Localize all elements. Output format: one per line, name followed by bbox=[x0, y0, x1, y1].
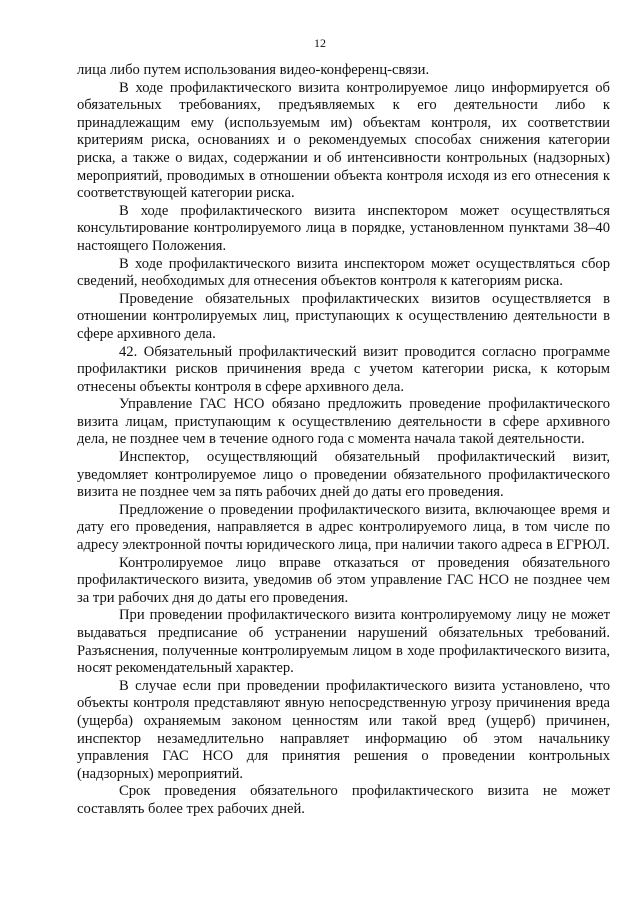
paragraph: Инспектор, осуществляющий обязательный профилактический визит, уведомляет контролируемое лицо о проведении обязательного профилактического визита не позднее чем за пять рабочих дней до даты его проведения. bbox=[77, 449, 610, 501]
paragraph: При проведении профилактического визита контролируемому лицу не может выдаваться предписание об устранении нарушений обязательных требований. Разъяснения, полученные контролируемым лицом в ходе профилактического визита, носят рекомендательный характер. bbox=[77, 607, 610, 677]
paragraph: Проведение обязательных профилактических визитов осуществляется в отношении контролируемых лиц, приступающих к осуществлению деятельности в сфере архивного дела. bbox=[77, 290, 610, 342]
paragraph: Управление ГАС НСО обязано предложить проведение профилактического визита лицам, приступающим к осуществлению деятельности в сфере архивного дела, не позднее чем в течение одного года с момента начала такой деятельности. bbox=[77, 396, 610, 448]
page-number: 12 bbox=[314, 36, 326, 50]
paragraph: Контролируемое лицо вправе отказаться от проведения обязательного профилактического визита, уведомив об этом управление ГАС НСО не позднее чем за три рабочих дня до даты его проведения. bbox=[77, 554, 610, 606]
paragraph: Срок проведения обязательного профилактического визита не может составлять более трех рабочих дней. bbox=[77, 783, 610, 817]
paragraph: В случае если при проведении профилактического визита установлено, что объекты контроля представляют явную непосредственную угрозу причинения вреда (ущерба) охраняемым законом ценностям или такой вред (ущерб) причинен, инспектор незамедлительно направляет информацию об этом начальнику управления ГАС НСО для принятия решения о проведении контрольных (надзорных) мероприятий. bbox=[77, 677, 610, 782]
paragraph: В ходе профилактического визита инспектором может осуществляться консультирование контролируемого лица в порядке, установленном пунктами 38–40 настоящего Положения. bbox=[77, 202, 610, 254]
paragraph-continuation: лица либо путем использования видео-конференц-связи. bbox=[77, 62, 430, 78]
paragraph: В ходе профилактического визита инспектором может осуществляться сбор сведений, необходимых для отнесения объектов контроля к категориям риска. bbox=[77, 255, 610, 290]
document-body bbox=[77, 62, 610, 819]
paragraph-item-42: 42. Обязательный профилактический визит проводится согласно программе профилактики рисков причинения вреда с учетом категории риска, к которым отнесены объекты контроля в сфере архивного дела. bbox=[77, 343, 610, 395]
paragraph: Предложение о проведении профилактического визита, включающее время и дату его проведения, направляется в адрес контролируемого лица, в том числе по адресу электронной почты юридического лица, при наличии такого адреса в ЕГРЮЛ. bbox=[77, 501, 610, 554]
paragraph: В ходе профилактического визита контролируемое лицо информируется об обязательных требованиях, предъявляемых к его деятельности либо к принадлежащим ему (используемым им) объектам контроля, их соответствии критериям риска, основаниях и о рекомендуемых способах снижения категории риска, а также о видах, содержании и об интенсивности контрольных (надзорных) мероприятий, проводимых в отношении объекта контроля исходя из его отнесения к соответствующей категории риска. bbox=[77, 79, 610, 202]
